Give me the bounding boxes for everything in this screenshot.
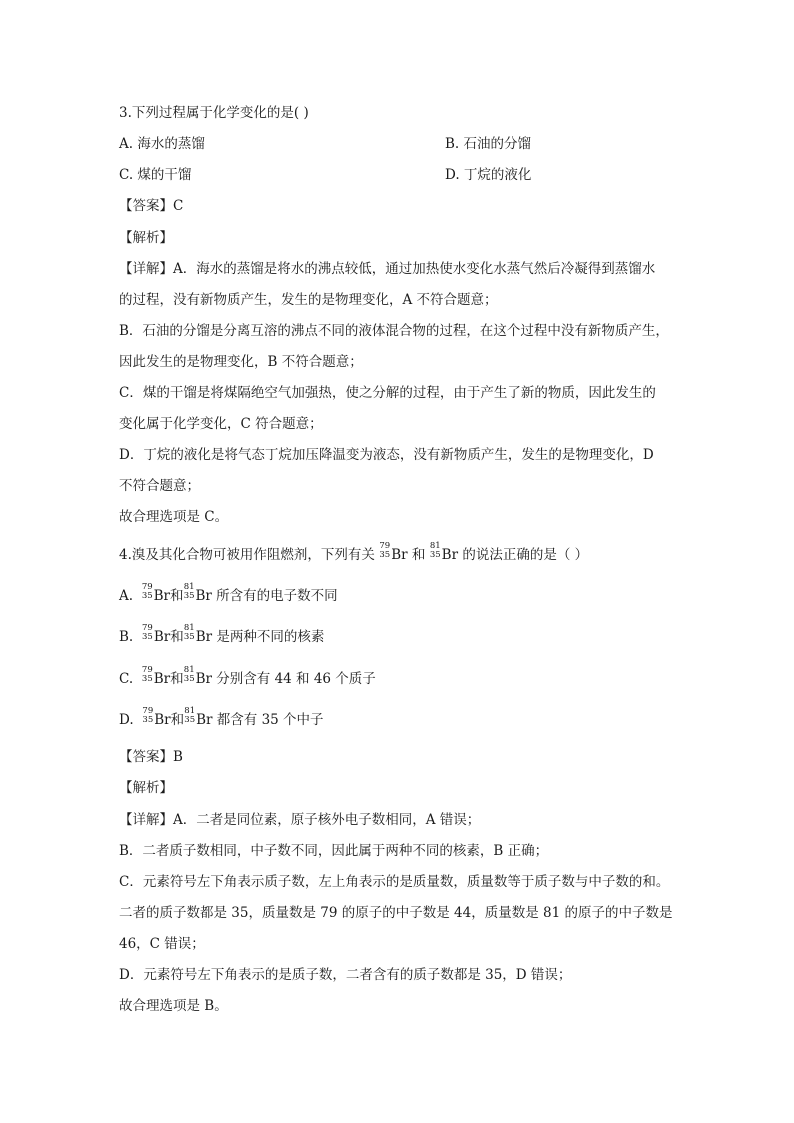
q4-stem: 4.溴及其化合物可被用作阻燃剂，下列有关 79 35 Br 和 81 35 Br 的说法正确的是（ ） [119, 541, 589, 563]
q3-analysis-line: 的过程，没有新物质产生，发生的是物理变化，A 不符合题意； [119, 292, 498, 308]
q4-analysis-line: B．二者质子数相同，中子数不同，因此属于两种不同的核素，B 正确； [119, 843, 549, 859]
q4-answer: 【答案】B [119, 749, 183, 765]
q3-option-a: A. 海水的蒸馏 [119, 136, 205, 152]
isotope-br81: 81 35 Br [429, 541, 459, 563]
q4-analysis-line: 46，C 错误； [119, 936, 205, 952]
q4-analysis-line: 【详解】A．二者是同位素，原子核外电子数相同，A 错误； [119, 812, 481, 828]
isotope-br79: 79 35 Br [142, 706, 171, 728]
q3-answer: 【答案】C [119, 198, 184, 214]
isotope-br79: 79 35 Br [141, 623, 171, 645]
isotope-br81: 81 35 Br [183, 582, 212, 604]
q3-analysis-line: D．丁烷的液化是将气态丁烷加压降温变为液态，没有新物质产生，发生的是物理变化，D [119, 447, 654, 463]
q3-analysis-line: 因此发生的是物理变化，B 不符合题意； [119, 354, 363, 370]
q3-analysis-title: 【解析】 [119, 230, 173, 246]
q3-analysis-line: 不符合题意； [119, 478, 200, 494]
q4-analysis-line: 故合理选项是 B。 [119, 998, 228, 1014]
isotope-br79: 79 35 Br [379, 541, 408, 563]
q4-option-b: B. 79 35 Br和 81 35 Br 是两种不同的核素 [119, 623, 325, 645]
q3-option-b: B. 石油的分馏 [445, 136, 532, 152]
q3-analysis-line: 变化属于化学变化，C 符合题意； [119, 416, 323, 432]
isotope-br81: 81 35 Br [183, 665, 212, 687]
isotope-br79: 79 35 Br [141, 665, 171, 687]
q4-analysis-line: 二者的质子数都是 35，质量数是 79 的原子的中子数是 44，质量数是 81 的原子的中子数是 [119, 905, 673, 921]
q3-stem: 3.下列过程属于化学变化的是( ) [119, 105, 309, 121]
q3-analysis-line: 故合理选项是 C。 [119, 509, 229, 525]
q3-analysis-line: B．石油的分馏是分离互溶的沸点不同的液体混合物的过程，在这个过程中没有新物质产生， [119, 323, 669, 339]
q3-option-c: C. 煤的干馏 [119, 167, 192, 183]
q4-option-d: D. 79 35 Br和 81 35 Br 都含有 35 个中子 [119, 706, 324, 728]
q4-analysis-line: C．元素符号左下角表示质子数，左上角表示的是质量数，质量数等于质子数与中子数的和。 [119, 874, 670, 890]
q3-option-d: D. 丁烷的液化 [445, 167, 532, 183]
q4-option-a: A. 79 35 Br和 81 35 Br 所含有的电子数不同 [119, 582, 338, 604]
q3-analysis-line: C．煤的干馏是将煤隔绝空气加强热，使之分解的过程，由于产生了新的物质，因此发生的 [119, 385, 656, 401]
q3-analysis-line: 【详解】A．海水的蒸馏是将水的沸点较低，通过加热使水变化水蒸气然后冷凝得到蒸馏水 [119, 261, 656, 277]
q4-option-c: C. 79 35 Br和 81 35 Br 分别含有 44 和 46 个质子 [119, 665, 376, 687]
q4-analysis-line: D．元素符号左下角表示的是质子数，二者含有的质子数都是 35，D 错误； [119, 967, 572, 983]
isotope-br81: 81 35 Br [184, 706, 213, 728]
q4-analysis-title: 【解析】 [119, 780, 173, 796]
isotope-br79: 79 35 Br [141, 582, 171, 604]
isotope-br81: 81 35 Br [183, 623, 213, 645]
